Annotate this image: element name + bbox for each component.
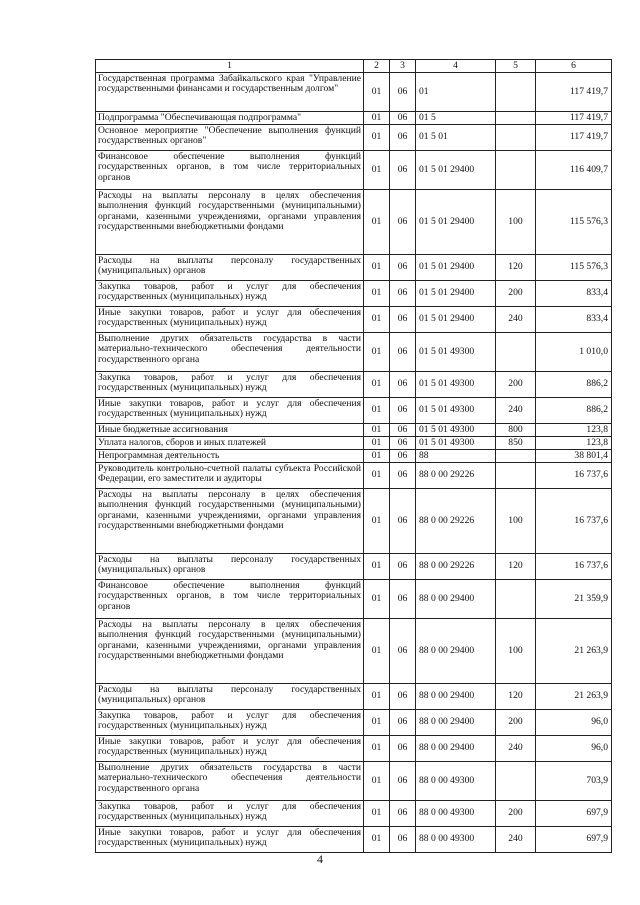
row-section-cell: 01 bbox=[364, 398, 390, 424]
row-target-code-cell: 01 5 01 49300 bbox=[416, 372, 496, 398]
row-section-cell: 01 bbox=[364, 372, 390, 398]
row-expense-type-cell bbox=[496, 151, 536, 190]
row-amount-cell: 123,8 bbox=[536, 437, 612, 450]
row-section-cell: 01 bbox=[364, 619, 390, 684]
budget-table bbox=[95, 59, 612, 853]
row-subsection-cell: 06 bbox=[390, 489, 416, 554]
header-col-1: 1 bbox=[96, 60, 364, 73]
header-row bbox=[96, 60, 612, 73]
row-target-code-cell: 01 5 01 29400 bbox=[416, 307, 496, 333]
row-target-code-cell: 88 0 00 49300 bbox=[416, 801, 496, 827]
table-row bbox=[96, 684, 612, 710]
row-name-cell: Выполнение других обязательств государства в части материально-технического обеспечения деятельности государственного органа bbox=[96, 333, 364, 372]
table-row bbox=[96, 580, 612, 619]
table-row bbox=[96, 255, 612, 281]
row-subsection-cell: 06 bbox=[390, 372, 416, 398]
row-expense-type-cell bbox=[496, 125, 536, 151]
budget-table-sheet bbox=[95, 59, 611, 853]
row-section-cell: 01 bbox=[364, 762, 390, 801]
row-expense-type-cell: 100 bbox=[496, 619, 536, 684]
row-amount-cell: 21 263,9 bbox=[536, 684, 612, 710]
row-target-code-cell: 01 5 01 bbox=[416, 125, 496, 151]
row-subsection-cell: 06 bbox=[390, 463, 416, 489]
row-target-code-cell: 88 0 00 29226 bbox=[416, 463, 496, 489]
table-row bbox=[96, 489, 612, 554]
row-amount-cell: 16 737,6 bbox=[536, 463, 612, 489]
row-amount-cell: 833,4 bbox=[536, 281, 612, 307]
row-name-cell: Иные бюджетные ассигнования bbox=[96, 424, 364, 437]
row-target-code-cell: 88 0 00 29400 bbox=[416, 710, 496, 736]
row-expense-type-cell bbox=[496, 333, 536, 372]
row-name-cell: Государственная программа Забайкальского края "Управление государственными финансами и государственным долгом" bbox=[96, 73, 364, 112]
row-expense-type-cell: 200 bbox=[496, 801, 536, 827]
header-col-3: 3 bbox=[390, 60, 416, 73]
row-target-code-cell: 01 5 01 49300 bbox=[416, 333, 496, 372]
row-name-cell: Закупка товаров, работ и услуг для обеспечения государственных (муниципальных) нужд bbox=[96, 801, 364, 827]
row-name-cell: Расходы на выплаты персоналу в целях обеспечения выполнения функций государственными (муниципальными) органами, казенными учреждениями, органами управления государственными внебюджетными фондами bbox=[96, 619, 364, 684]
row-target-code-cell: 01 5 01 29400 bbox=[416, 281, 496, 307]
row-expense-type-cell bbox=[496, 580, 536, 619]
row-expense-type-cell: 100 bbox=[496, 190, 536, 255]
table-row bbox=[96, 424, 612, 437]
table-row bbox=[96, 710, 612, 736]
row-name-cell: Подпрограмма "Обеспечивающая подпрограмма" bbox=[96, 112, 364, 125]
row-section-cell: 01 bbox=[364, 580, 390, 619]
page-number: 4 bbox=[317, 852, 323, 866]
row-section-cell: 01 bbox=[364, 736, 390, 762]
row-target-code-cell: 88 0 00 29400 bbox=[416, 684, 496, 710]
table-row bbox=[96, 372, 612, 398]
row-section-cell: 01 bbox=[364, 281, 390, 307]
row-section-cell: 01 bbox=[364, 73, 390, 112]
row-subsection-cell: 06 bbox=[390, 736, 416, 762]
row-name-cell: Основное мероприятие "Обеспечение выполнения функций государственных органов" bbox=[96, 125, 364, 151]
row-subsection-cell: 06 bbox=[390, 112, 416, 125]
row-subsection-cell: 06 bbox=[390, 437, 416, 450]
row-expense-type-cell: 850 bbox=[496, 437, 536, 450]
table-row bbox=[96, 112, 612, 125]
row-section-cell: 01 bbox=[364, 424, 390, 437]
row-subsection-cell: 06 bbox=[390, 762, 416, 801]
row-name-cell: Финансовое обеспечение выполнения функций государственных органов, в том числе территориальных органов bbox=[96, 151, 364, 190]
row-name-cell: Закупка товаров, работ и услуг для обеспечения государственных (муниципальных) нужд bbox=[96, 372, 364, 398]
table-row bbox=[96, 307, 612, 333]
row-subsection-cell: 06 bbox=[390, 333, 416, 372]
row-name-cell: Иные закупки товаров, работ и услуг для обеспечения государственных (муниципальных) нужд bbox=[96, 736, 364, 762]
table-row bbox=[96, 333, 612, 372]
row-amount-cell: 115 576,3 bbox=[536, 190, 612, 255]
header-col-6: 6 bbox=[536, 60, 612, 73]
row-target-code-cell: 01 bbox=[416, 73, 496, 112]
row-name-cell: Расходы на выплаты персоналу государственных (муниципальных) органов bbox=[96, 554, 364, 580]
row-target-code-cell: 88 0 00 29226 bbox=[416, 554, 496, 580]
row-amount-cell: 123,8 bbox=[536, 424, 612, 437]
row-expense-type-cell: 200 bbox=[496, 372, 536, 398]
row-amount-cell: 117 419,7 bbox=[536, 125, 612, 151]
row-section-cell: 01 bbox=[364, 307, 390, 333]
row-name-cell: Иные закупки товаров, работ и услуг для обеспечения государственных (муниципальных) нужд bbox=[96, 827, 364, 853]
row-amount-cell: 96,0 bbox=[536, 736, 612, 762]
row-name-cell: Закупка товаров, работ и услуг для обеспечения государственных (муниципальных) нужд bbox=[96, 281, 364, 307]
row-expense-type-cell bbox=[496, 73, 536, 112]
row-target-code-cell: 88 bbox=[416, 450, 496, 463]
row-subsection-cell: 06 bbox=[390, 801, 416, 827]
row-amount-cell: 16 737,6 bbox=[536, 554, 612, 580]
table-row bbox=[96, 801, 612, 827]
row-section-cell: 01 bbox=[364, 710, 390, 736]
row-expense-type-cell: 120 bbox=[496, 554, 536, 580]
row-target-code-cell: 01 5 01 49300 bbox=[416, 398, 496, 424]
row-amount-cell: 38 801,4 bbox=[536, 450, 612, 463]
row-expense-type-cell: 240 bbox=[496, 398, 536, 424]
row-expense-type-cell bbox=[496, 112, 536, 125]
row-target-code-cell: 01 5 bbox=[416, 112, 496, 125]
row-subsection-cell: 06 bbox=[390, 424, 416, 437]
table-row bbox=[96, 450, 612, 463]
row-section-cell: 01 bbox=[364, 827, 390, 853]
row-target-code-cell: 01 5 01 29400 bbox=[416, 151, 496, 190]
table-row bbox=[96, 125, 612, 151]
row-amount-cell: 697,9 bbox=[536, 827, 612, 853]
row-expense-type-cell bbox=[496, 762, 536, 801]
row-name-cell: Иные закупки товаров, работ и услуг для обеспечения государственных (муниципальных) нужд bbox=[96, 307, 364, 333]
row-name-cell: Расходы на выплаты персоналу государственных (муниципальных) органов bbox=[96, 255, 364, 281]
table-row bbox=[96, 281, 612, 307]
row-amount-cell: 21 359,9 bbox=[536, 580, 612, 619]
row-target-code-cell: 88 0 00 49300 bbox=[416, 762, 496, 801]
row-subsection-cell: 06 bbox=[390, 554, 416, 580]
row-subsection-cell: 06 bbox=[390, 450, 416, 463]
row-name-cell: Руководитель контрольно-счетной палаты субъекта Российской Федерации, его заместители и аудиторы bbox=[96, 463, 364, 489]
row-amount-cell: 886,2 bbox=[536, 398, 612, 424]
row-expense-type-cell: 800 bbox=[496, 424, 536, 437]
row-amount-cell: 886,2 bbox=[536, 372, 612, 398]
header-col-5: 5 bbox=[496, 60, 536, 73]
row-subsection-cell: 06 bbox=[390, 398, 416, 424]
row-section-cell: 01 bbox=[364, 255, 390, 281]
row-amount-cell: 117 419,7 bbox=[536, 73, 612, 112]
row-expense-type-cell: 240 bbox=[496, 736, 536, 762]
row-subsection-cell: 06 bbox=[390, 307, 416, 333]
row-name-cell: Финансовое обеспечение выполнения функций государственных органов, в том числе территориальных органов bbox=[96, 580, 364, 619]
row-amount-cell: 16 737,6 bbox=[536, 489, 612, 554]
row-target-code-cell: 88 0 00 49300 bbox=[416, 827, 496, 853]
table-row bbox=[96, 619, 612, 684]
row-target-code-cell: 01 5 01 49300 bbox=[416, 437, 496, 450]
row-subsection-cell: 06 bbox=[390, 580, 416, 619]
row-section-cell: 01 bbox=[364, 333, 390, 372]
row-amount-cell: 703,9 bbox=[536, 762, 612, 801]
row-expense-type-cell: 120 bbox=[496, 255, 536, 281]
table-row bbox=[96, 554, 612, 580]
row-name-cell: Непрограммная деятельность bbox=[96, 450, 364, 463]
table-row bbox=[96, 437, 612, 450]
table-row bbox=[96, 827, 612, 853]
row-target-code-cell: 01 5 01 49300 bbox=[416, 424, 496, 437]
row-amount-cell: 21 263,9 bbox=[536, 619, 612, 684]
row-expense-type-cell bbox=[496, 450, 536, 463]
row-subsection-cell: 06 bbox=[390, 619, 416, 684]
row-section-cell: 01 bbox=[364, 684, 390, 710]
row-section-cell: 01 bbox=[364, 151, 390, 190]
row-name-cell: Закупка товаров, работ и услуг для обеспечения государственных (муниципальных) нужд bbox=[96, 710, 364, 736]
row-expense-type-cell: 200 bbox=[496, 710, 536, 736]
row-section-cell: 01 bbox=[364, 112, 390, 125]
row-subsection-cell: 06 bbox=[390, 684, 416, 710]
row-amount-cell: 833,4 bbox=[536, 307, 612, 333]
row-section-cell: 01 bbox=[364, 190, 390, 255]
row-target-code-cell: 88 0 00 29400 bbox=[416, 619, 496, 684]
row-target-code-cell: 01 5 01 29400 bbox=[416, 190, 496, 255]
row-expense-type-cell bbox=[496, 463, 536, 489]
row-subsection-cell: 06 bbox=[390, 190, 416, 255]
row-subsection-cell: 06 bbox=[390, 281, 416, 307]
row-expense-type-cell: 120 bbox=[496, 684, 536, 710]
row-expense-type-cell: 240 bbox=[496, 307, 536, 333]
table-row bbox=[96, 463, 612, 489]
row-amount-cell: 116 409,7 bbox=[536, 151, 612, 190]
table-row bbox=[96, 151, 612, 190]
header-col-2: 2 bbox=[364, 60, 390, 73]
row-section-cell: 01 bbox=[364, 437, 390, 450]
table-row bbox=[96, 398, 612, 424]
row-subsection-cell: 06 bbox=[390, 255, 416, 281]
row-target-code-cell: 88 0 00 29400 bbox=[416, 580, 496, 619]
row-expense-type-cell: 200 bbox=[496, 281, 536, 307]
row-expense-type-cell: 100 bbox=[496, 489, 536, 554]
table-row bbox=[96, 73, 612, 112]
row-section-cell: 01 bbox=[364, 463, 390, 489]
row-section-cell: 01 bbox=[364, 450, 390, 463]
row-section-cell: 01 bbox=[364, 125, 390, 151]
row-name-cell: Уплата налогов, сборов и иных платежей bbox=[96, 437, 364, 450]
row-section-cell: 01 bbox=[364, 489, 390, 554]
row-name-cell: Расходы на выплаты персоналу государственных (муниципальных) органов bbox=[96, 684, 364, 710]
row-target-code-cell: 88 0 00 29226 bbox=[416, 489, 496, 554]
row-amount-cell: 697,9 bbox=[536, 801, 612, 827]
table-row bbox=[96, 736, 612, 762]
row-name-cell: Расходы на выплаты персоналу в целях обеспечения выполнения функций государственными (муниципальными) органами, казенными учреждениями, органами управления государственными внебюджетными фондами bbox=[96, 489, 364, 554]
row-name-cell: Выполнение других обязательств государства в части материально-технического обеспечения деятельности государственного органа bbox=[96, 762, 364, 801]
row-subsection-cell: 06 bbox=[390, 125, 416, 151]
row-target-code-cell: 88 0 00 29400 bbox=[416, 736, 496, 762]
row-expense-type-cell: 240 bbox=[496, 827, 536, 853]
table-row bbox=[96, 190, 612, 255]
row-amount-cell: 1 010,0 bbox=[536, 333, 612, 372]
row-name-cell: Расходы на выплаты персоналу в целях обеспечения выполнения функций государственными (муниципальными) органами, казенными учреждениями, органами управления государственными внебюджетными фондами bbox=[96, 190, 364, 255]
row-subsection-cell: 06 bbox=[390, 151, 416, 190]
row-section-cell: 01 bbox=[364, 801, 390, 827]
row-amount-cell: 115 576,3 bbox=[536, 255, 612, 281]
row-amount-cell: 96,0 bbox=[536, 710, 612, 736]
row-subsection-cell: 06 bbox=[390, 73, 416, 112]
row-target-code-cell: 01 5 01 29400 bbox=[416, 255, 496, 281]
table-row bbox=[96, 762, 612, 801]
row-section-cell: 01 bbox=[364, 554, 390, 580]
header-col-4: 4 bbox=[416, 60, 496, 73]
row-name-cell: Иные закупки товаров, работ и услуг для обеспечения государственных (муниципальных) нужд bbox=[96, 398, 364, 424]
row-amount-cell: 117 419,7 bbox=[536, 112, 612, 125]
row-subsection-cell: 06 bbox=[390, 710, 416, 736]
row-subsection-cell: 06 bbox=[390, 827, 416, 853]
